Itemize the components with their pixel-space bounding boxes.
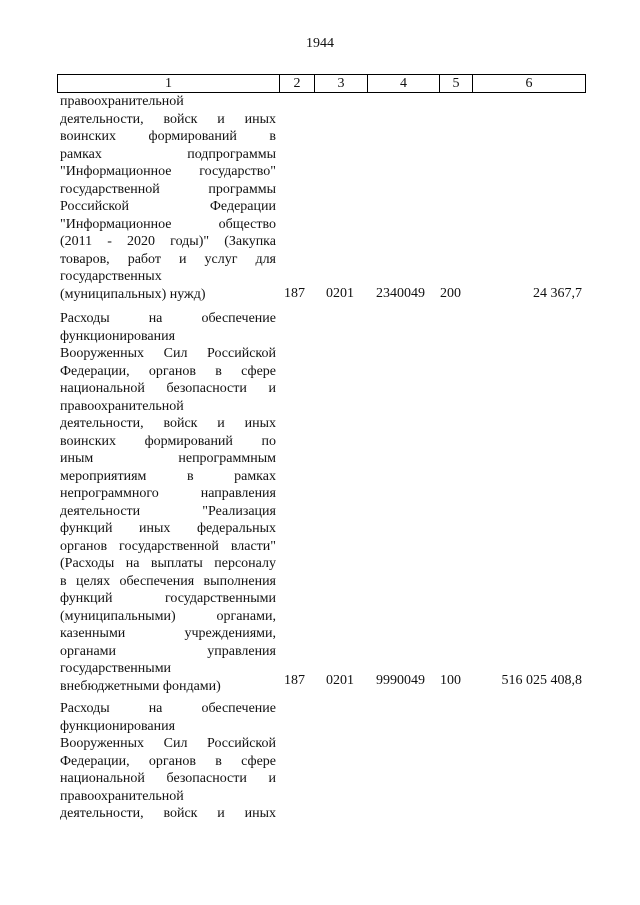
row-1-line: Российской Федерации: [60, 199, 276, 214]
row-2-line: (муниципальными) органами,: [60, 608, 276, 624]
row-2-col-2: 187: [284, 673, 305, 688]
row-2-line: функций государственными: [60, 591, 276, 606]
row-1-line: деятельности, войск и иных: [60, 111, 276, 127]
row-2-line: иным непрограммным: [60, 451, 276, 466]
row-3-description: [60, 700, 276, 823]
row-2-line: Расходы на обеспечение: [60, 311, 276, 326]
row-2-line: мероприятиям в рамках: [60, 468, 276, 484]
row-2-line: государственными: [60, 661, 172, 676]
row-2-line: функционирования: [60, 328, 176, 344]
row-2-line: Вооруженных Сил Российской: [60, 346, 276, 361]
row-1-description: [60, 93, 276, 303]
row-1-col-6: 24 367,7: [533, 286, 582, 301]
row-2-col-5: 100: [440, 673, 461, 688]
row-3-line: деятельности, войск и иных: [60, 806, 276, 821]
row-3-line: национальной безопасности и: [60, 771, 276, 786]
header-col-3: 3: [314, 75, 367, 92]
row-1-line: рамках подпрограммы: [60, 146, 276, 162]
row-1-line: правоохранительной: [60, 94, 184, 109]
row-2-line: непрограммного направления: [60, 486, 276, 501]
row-2-line: национальной безопасности и: [60, 381, 276, 396]
header-col-6: 6: [472, 75, 585, 92]
header-col-1: 1: [165, 75, 172, 91]
row-3-line: Вооруженных Сил Российской: [60, 736, 276, 751]
header-col-2: 2: [279, 75, 314, 92]
row-1-line: (муниципальных) нужд): [60, 286, 206, 302]
row-3-line: функционирования: [60, 718, 176, 734]
header-col-4: 4: [367, 75, 439, 92]
row-1-line: государственных: [60, 269, 162, 284]
row-3-line: Федерации, органов в сфере: [60, 753, 276, 769]
row-2-line: функций иных федеральных: [60, 521, 276, 536]
row-2-line: в целях обеспечения выполнения: [60, 573, 276, 589]
row-1-line: товаров, работ и услуг для: [60, 251, 276, 267]
page-number: 1944: [306, 36, 334, 51]
row-2-description: [60, 310, 276, 695]
row-3-line: Расходы на обеспечение: [60, 701, 276, 716]
row-2-line: деятельности, войск и иных: [60, 416, 276, 431]
row-1-line: "Информационное общество: [60, 216, 276, 232]
row-2-line: Федерации, органов в сфере: [60, 363, 276, 379]
row-2-line: внебюджетными фондами): [60, 678, 221, 694]
header-col-5: 5: [439, 75, 472, 92]
row-2-col-4: 9990049: [376, 673, 425, 688]
row-1-col-4: 2340049: [376, 286, 425, 301]
row-2-line: органов государственной власти": [60, 538, 276, 554]
row-2-line: воинских формирований по: [60, 433, 276, 449]
row-2-col-3: 0201: [326, 673, 354, 688]
row-2-line: казенными учреждениями,: [60, 626, 276, 641]
row-2-line: органами управления: [60, 643, 276, 659]
row-3-line: правоохранительной: [60, 788, 184, 804]
row-1-line: воинских формирований в: [60, 129, 276, 144]
row-2-line: правоохранительной: [60, 398, 184, 414]
table-header: [57, 74, 586, 93]
row-1-col-3: 0201: [326, 286, 354, 301]
row-2-line: (Расходы на выплаты персоналу: [60, 556, 276, 571]
row-1-line: государственной программы: [60, 181, 276, 197]
row-1-col-5: 200: [440, 286, 461, 301]
row-1-line: "Информационное государство": [60, 164, 276, 179]
row-1-col-2: 187: [284, 286, 305, 301]
row-1-line: (2011 - 2020 годы)" (Закупка: [60, 234, 276, 249]
row-2-col-6: 516 025 408,8: [501, 673, 582, 688]
row-2-line: деятельности "Реализация: [60, 503, 276, 519]
